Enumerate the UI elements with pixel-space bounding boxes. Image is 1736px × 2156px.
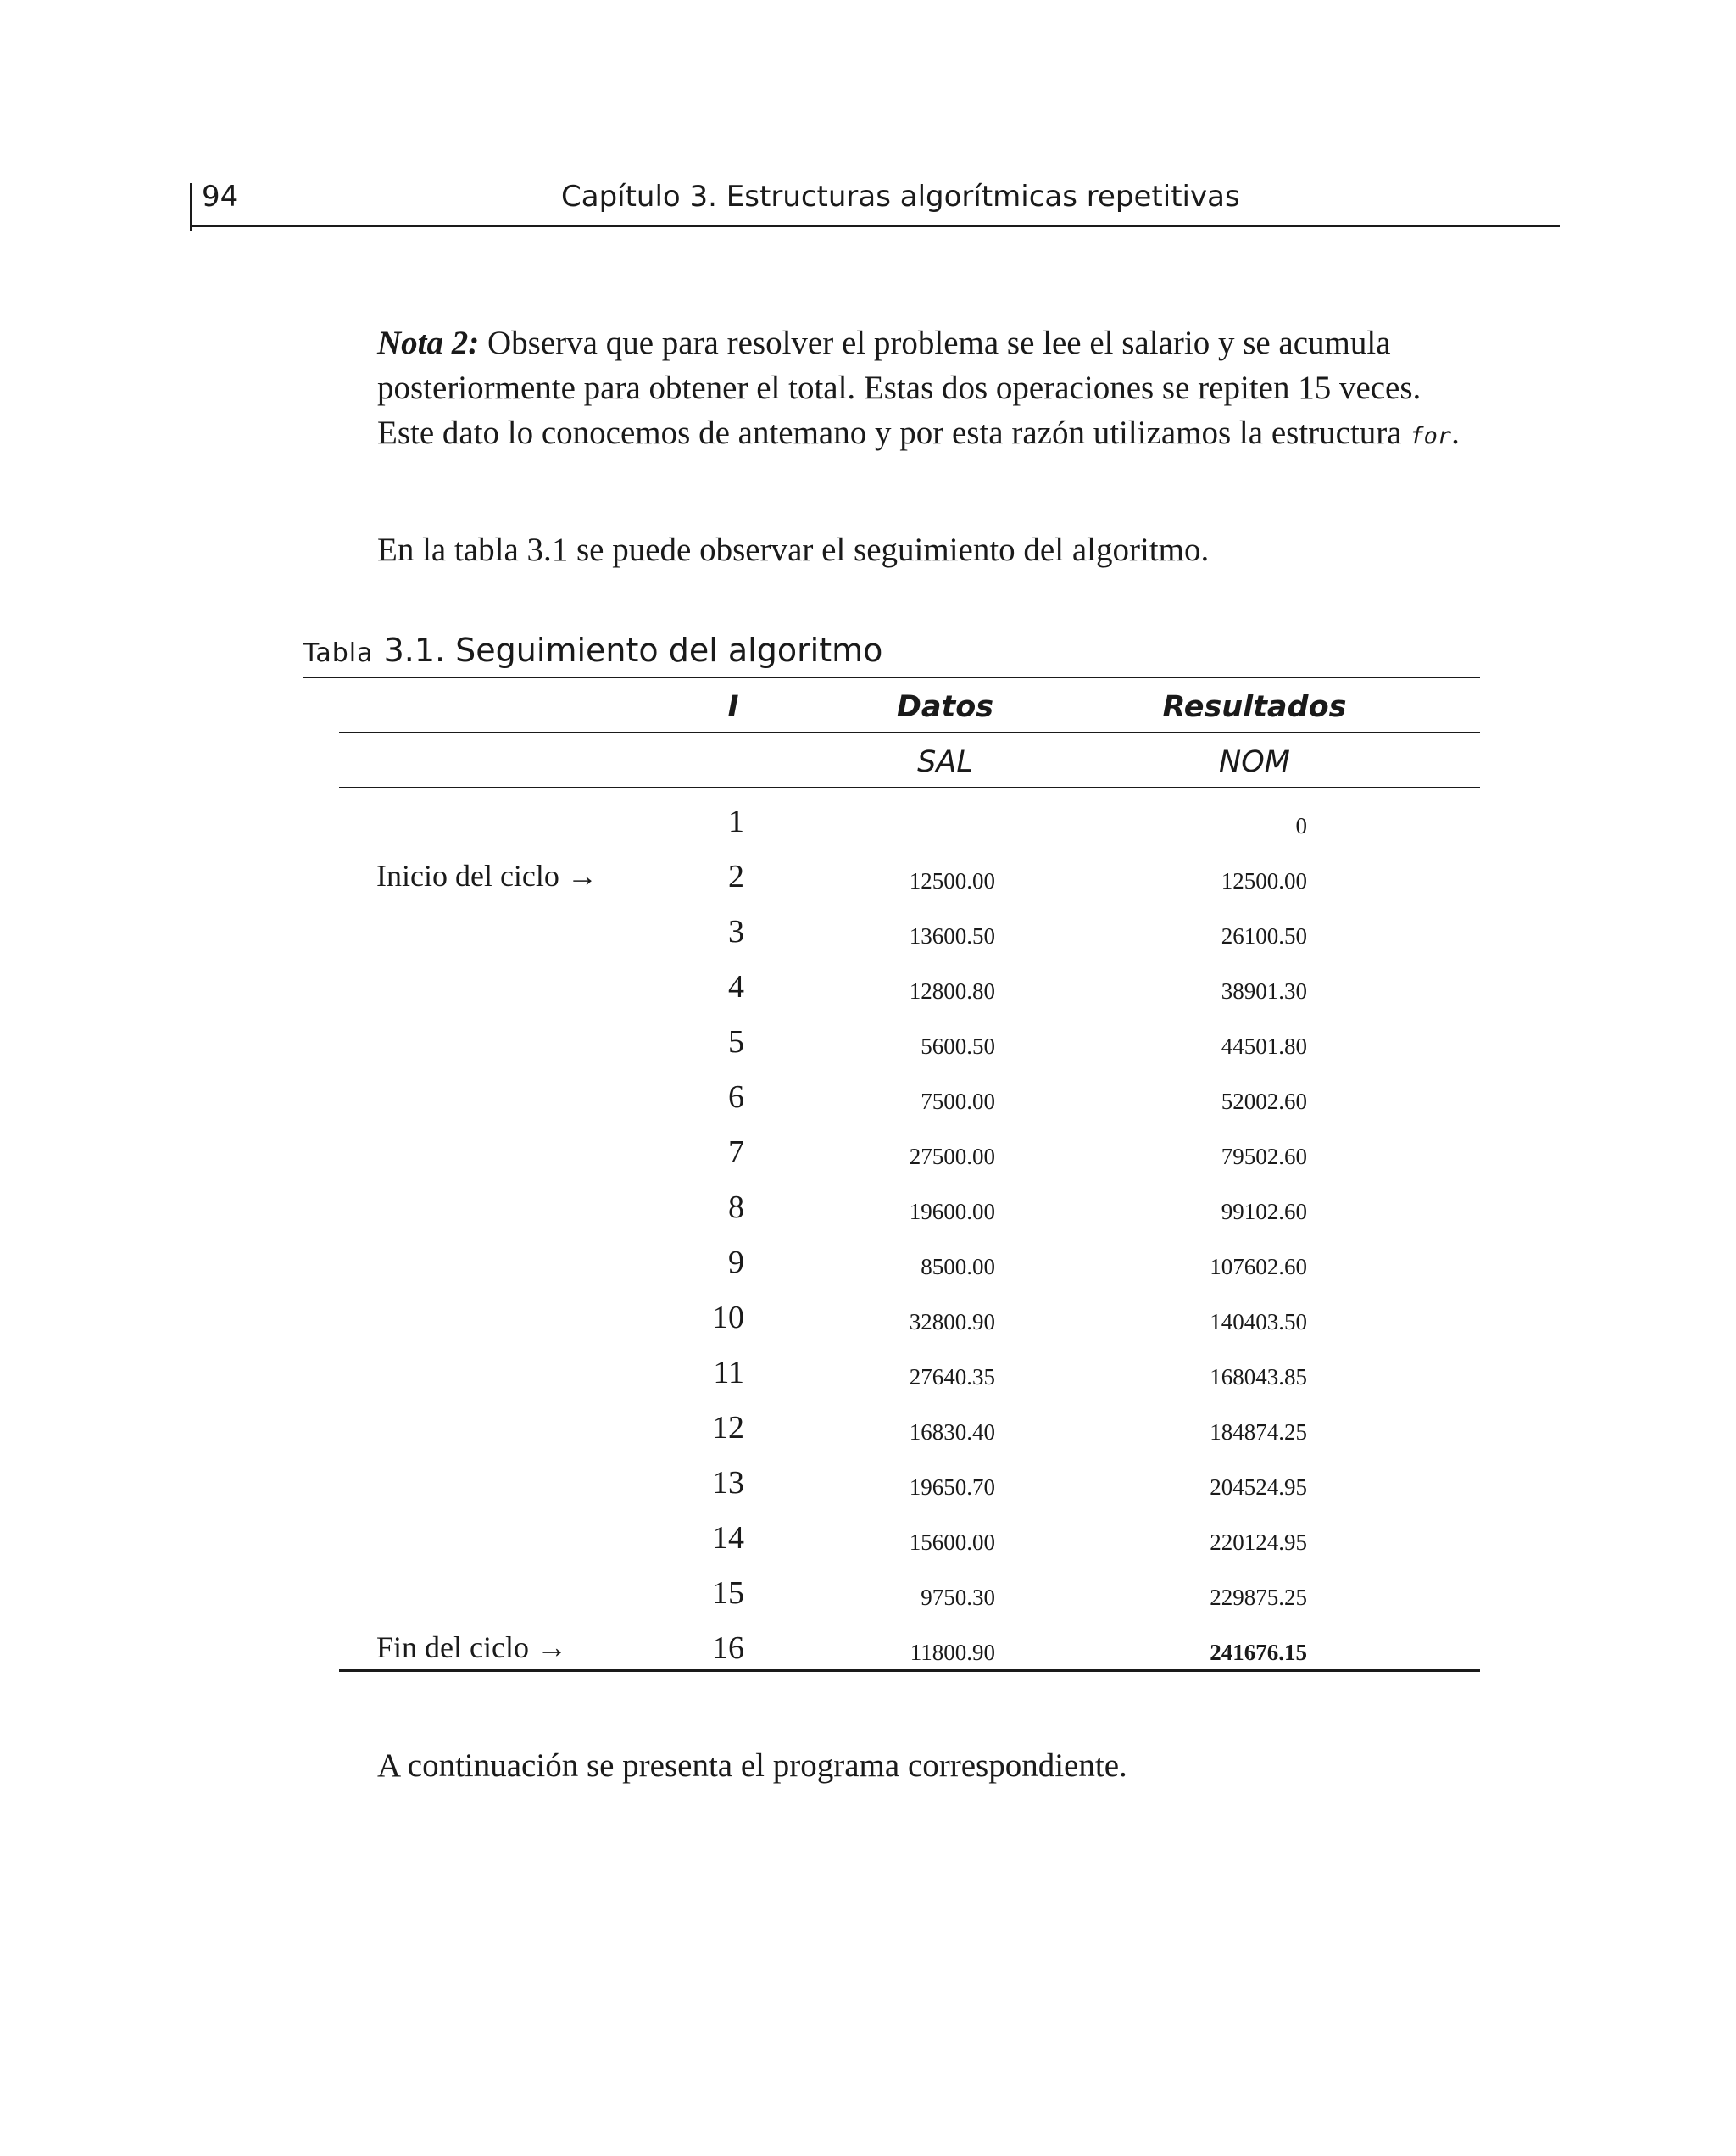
table-row — [339, 1457, 1480, 1513]
table-body — [339, 796, 1480, 1678]
table-row — [339, 961, 1480, 1017]
header-i: I — [727, 690, 739, 724]
table-caption — [303, 632, 882, 669]
cell-i: 3 — [728, 914, 744, 950]
cell-i: 8 — [728, 1189, 744, 1225]
intro-paragraph: En la tabla 3.1 se puede observar el seguimiento del algoritmo. — [377, 532, 1210, 568]
code-keyword: for — [1410, 423, 1452, 449]
cell-nom: 107602.60 — [1210, 1254, 1307, 1279]
row-label: Fin del ciclo → — [376, 1630, 567, 1664]
cell-sal: 12800.80 — [909, 978, 995, 1004]
cell-sal: 32800.90 — [909, 1309, 995, 1334]
cell-nom: 99102.60 — [1221, 1199, 1307, 1224]
table-row — [339, 1237, 1480, 1292]
cell-nom: 0 — [1295, 813, 1307, 838]
table-top-rule — [303, 677, 1480, 678]
row-label: Inicio del ciclo → — [376, 859, 598, 893]
cell-sal: 19600.00 — [909, 1199, 995, 1224]
cell-nom: 26100.50 — [1221, 923, 1307, 949]
table-row — [339, 1182, 1480, 1237]
cell-i: 5 — [728, 1024, 744, 1060]
cell-sal: 13600.50 — [909, 923, 995, 949]
caption-prefix: Tabla — [303, 638, 374, 668]
cell-i: 7 — [728, 1134, 744, 1170]
cell-sal: 7500.00 — [921, 1089, 995, 1114]
cell-nom: 52002.60 — [1221, 1089, 1307, 1114]
header-datos: Datos — [896, 690, 994, 724]
table-bottom-rule — [339, 1669, 1480, 1672]
cell-i: 12 — [712, 1410, 744, 1446]
table-row — [339, 1513, 1480, 1568]
cell-i: 10 — [712, 1300, 744, 1335]
page-number: 94 — [202, 180, 239, 214]
closing-paragraph: A continuación se presenta el programa correspondiente. — [377, 1747, 1127, 1784]
cell-i: 11 — [713, 1355, 744, 1390]
cell-nom: 168043.85 — [1210, 1364, 1307, 1390]
cell-sal: 16830.40 — [909, 1419, 995, 1445]
cell-sal: 11800.90 — [910, 1640, 995, 1665]
table-subheader-rule — [339, 787, 1480, 788]
header-resultados: Resultados — [1162, 690, 1347, 724]
cell-sal: 5600.50 — [921, 1033, 995, 1059]
table-row — [339, 796, 1480, 851]
header-rule — [190, 225, 1560, 227]
cell-nom: 12500.00 — [1221, 868, 1307, 894]
cell-i: 9 — [728, 1245, 744, 1280]
note-label: Nota 2: — [377, 325, 480, 361]
cell-i: 13 — [712, 1465, 744, 1501]
table-row — [339, 1568, 1480, 1623]
cell-nom: 241676.15 — [1210, 1640, 1307, 1665]
cell-i: 4 — [728, 969, 744, 1005]
running-head — [0, 0, 1736, 254]
cell-sal: 19650.70 — [909, 1474, 995, 1500]
note-paragraph — [377, 320, 1479, 459]
table-row — [339, 1017, 1480, 1072]
table-row — [339, 1127, 1480, 1182]
cell-nom: 44501.80 — [1221, 1033, 1307, 1059]
cell-i: 14 — [712, 1520, 744, 1556]
table-row — [339, 1072, 1480, 1127]
chapter-title: Capítulo 3. Estructuras algorítmicas repetitivas — [561, 180, 1240, 214]
cell-sal: 15600.00 — [909, 1529, 995, 1555]
note-end: . — [1451, 415, 1460, 451]
table-row — [339, 1292, 1480, 1347]
note-text: Observa que para resolver el problema se lee el salario y se acumula posteriormente para obtener el total. Estas dos operaciones se repiten 15 veces. Este dato lo conocemos de antemano y por esta razón utilizamos la estructura — [377, 325, 1422, 451]
cell-nom: 204524.95 — [1210, 1474, 1307, 1500]
cell-i: 15 — [712, 1575, 744, 1611]
cell-sal: 12500.00 — [909, 868, 995, 894]
cell-sal: 9750.30 — [921, 1585, 995, 1610]
cell-sal: 27500.00 — [909, 1144, 995, 1169]
table-header-rule — [339, 732, 1480, 733]
cell-nom: 79502.60 — [1221, 1144, 1307, 1169]
cell-nom: 229875.25 — [1210, 1585, 1307, 1610]
table-row — [339, 851, 1480, 906]
cell-sal: 27640.35 — [909, 1364, 995, 1390]
cell-sal: 8500.00 — [921, 1254, 995, 1279]
header-tick-mark — [190, 183, 192, 231]
table-row — [339, 906, 1480, 961]
cell-nom: 220124.95 — [1210, 1529, 1307, 1555]
cell-nom: 140403.50 — [1210, 1309, 1307, 1334]
cell-i: 6 — [728, 1079, 744, 1115]
table-row — [339, 1402, 1480, 1457]
header-nom: NOM — [1219, 745, 1290, 779]
cell-i: 1 — [728, 804, 744, 839]
cell-i: 2 — [728, 859, 744, 894]
header-sal: SAL — [917, 745, 973, 779]
cell-nom: 38901.30 — [1221, 978, 1307, 1004]
table-row — [339, 1347, 1480, 1402]
cell-i: 16 — [712, 1630, 744, 1666]
cell-nom: 184874.25 — [1210, 1419, 1307, 1445]
caption-text: 3.1. Seguimiento del algoritmo — [373, 632, 883, 669]
